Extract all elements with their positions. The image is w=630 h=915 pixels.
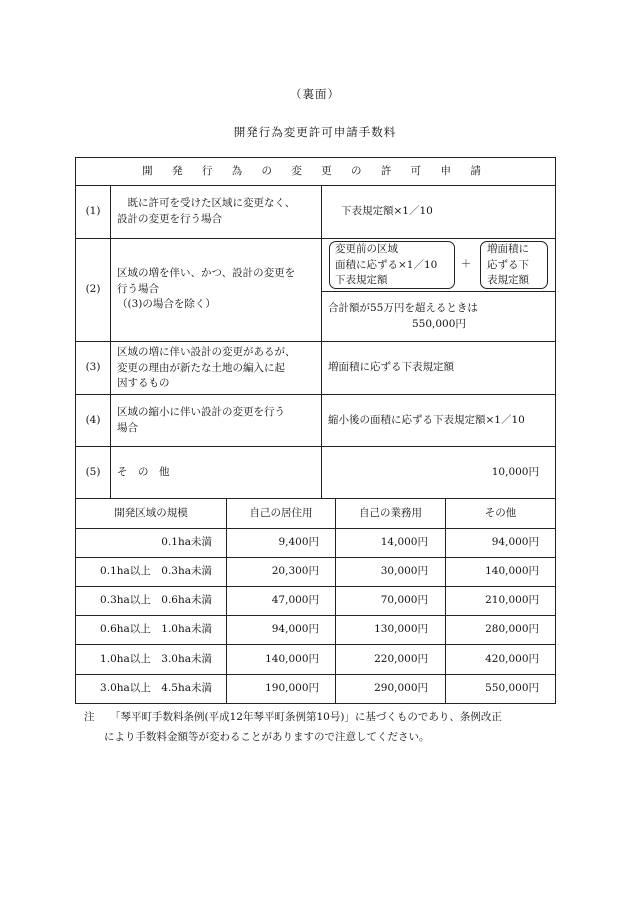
row-description: 既に許可を受けた区域に変更なく、 設計の変更を行う場合	[117, 197, 296, 225]
row-number: (5)	[85, 466, 101, 478]
plus-sign: ＋	[460, 258, 472, 270]
row-number: (3)	[85, 361, 101, 373]
scale-cell: 0.1ha以上 0.3ha未満	[100, 565, 212, 577]
other-fee-cell: 420,000円	[485, 653, 539, 665]
other-fee-cell: 140,000円	[485, 565, 539, 577]
row-number: (2)	[85, 283, 101, 295]
scale-cell: 3.0ha以上 4.5ha未満	[100, 682, 212, 694]
row-fee: 下表規定額×1／10	[341, 205, 433, 217]
row-description: そ の 他	[117, 466, 170, 478]
business-fee-cell: 220,000円	[374, 653, 428, 665]
scale-cell: 0.6ha以上 1.0ha未満	[100, 623, 212, 635]
business-fee-cell: 30,000円	[380, 565, 428, 577]
fee-box-previous-area: 変更前の区域 面積に応ずる×1／10 下表規定額	[335, 243, 438, 286]
column-header-residential: 自己の居住用	[249, 507, 313, 519]
column-header-other: その他	[484, 507, 517, 519]
footnote-label: 注	[84, 711, 95, 723]
residential-fee-cell: 190,000円	[265, 682, 319, 694]
row-description: 区域の増を伴い、かつ、設計の変更を 行う場合 （(3)の場合を除く）	[117, 267, 296, 310]
business-fee-cell: 290,000円	[374, 682, 428, 694]
document-title: 開発行為変更許可申請手数料	[233, 125, 397, 139]
business-fee-cell: 130,000円	[374, 623, 428, 635]
business-fee-cell: 14,000円	[380, 536, 428, 548]
section-title: 開 発 行 為 の 変 更 の 許 可 申 請	[142, 165, 489, 177]
row-fee: 10,000円	[491, 466, 539, 478]
residential-fee-cell: 47,000円	[271, 594, 319, 606]
column-header-business: 自己の業務用	[359, 507, 422, 519]
business-fee-cell: 70,000円	[380, 594, 428, 606]
footnote-line: 「琴平町手数料条例(平成12年琴平町条例第10号)」に基づくものであり、条例改正	[110, 711, 502, 723]
document-subtitle: （裏面）	[290, 87, 340, 101]
footnote-line: により手数料金額等が変わることがありますので注意してください。	[104, 731, 430, 743]
row-description: 区域の縮小に伴い設計の変更を行う 場合	[117, 406, 285, 434]
other-fee-cell: 550,000円	[485, 682, 539, 694]
column-header-scale: 開発区域の規模	[114, 507, 188, 519]
row-fee: 縮小後の面積に応ずる下表規定額×1／10	[328, 414, 525, 426]
other-fee-cell: 94,000円	[491, 536, 539, 548]
scale-cell: 0.3ha以上 0.6ha未満	[100, 594, 212, 606]
fee-cap-amount: 550,000円	[412, 318, 466, 330]
row-fee: 増面積に応ずる下表規定額	[328, 361, 454, 373]
other-fee-cell: 210,000円	[485, 594, 539, 606]
row-number: (1)	[85, 205, 101, 217]
residential-fee-cell: 9,400円	[278, 536, 319, 548]
row-description: 区域の増に伴い設計の変更があるが、 変更の理由が新たな土地の編入に起 因するもの	[117, 346, 296, 389]
fee-box-increased-area: 増面積に 応ずる下 表規定額	[487, 243, 529, 286]
scale-cell: 0.1ha未満	[161, 536, 212, 548]
row-number: (4)	[85, 414, 101, 426]
residential-fee-cell: 94,000円	[271, 623, 319, 635]
residential-fee-cell: 140,000円	[265, 653, 319, 665]
scale-cell: 1.0ha以上 3.0ha未満	[100, 653, 212, 665]
fee-cap-note: 合計額が55万円を超えるときは	[328, 302, 478, 314]
residential-fee-cell: 20,300円	[271, 565, 319, 577]
other-fee-cell: 280,000円	[485, 623, 539, 635]
